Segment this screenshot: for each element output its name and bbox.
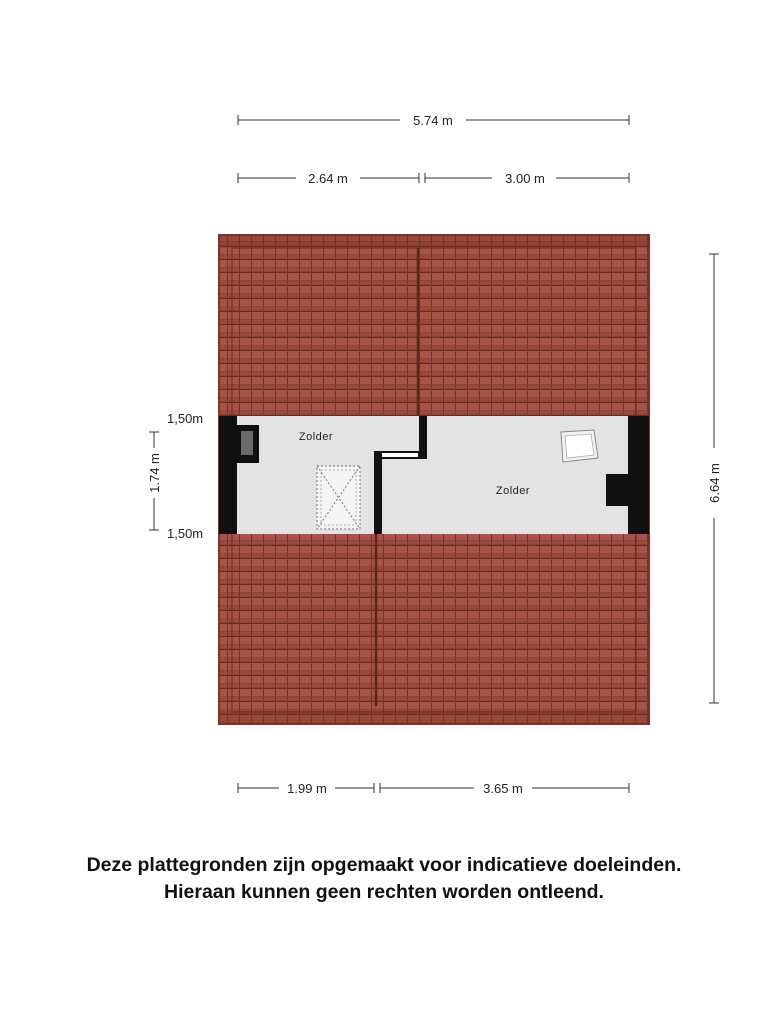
dimension-label: 5.74 m (413, 113, 453, 128)
height-mark-upper: 1,50m (167, 411, 204, 426)
wall-left (219, 416, 237, 534)
dimension-bottom-split (238, 781, 629, 796)
dimension-label: 1.99 m (287, 781, 327, 796)
disclaimer (0, 852, 768, 906)
wall-right (628, 416, 649, 534)
dimension-label: 3.65 m (483, 781, 523, 796)
dimension-left-height (147, 411, 203, 541)
roof-lower (219, 534, 649, 724)
disclaimer-line-1: Deze plattegronden zijn opgemaakt voor indicatieve doeleinden. (86, 854, 682, 876)
room-label-right: Zolder (495, 485, 531, 497)
height-mark-lower: 1,50m (167, 526, 204, 541)
dimension-top-split (238, 171, 629, 186)
disclaimer-line-2: Hieraan kunnen geen rechten worden ontleend. (164, 881, 604, 903)
chimney-right (606, 474, 629, 506)
door-opening[interactable] (382, 453, 418, 457)
dimension-label: 3.00 m (505, 171, 545, 186)
chair-icon (561, 430, 598, 462)
dimension-label: 6.64 m (707, 463, 722, 503)
dimension-label: 2.64 m (308, 171, 348, 186)
room-label-left: Zolder (298, 431, 334, 443)
roof-window (317, 466, 360, 529)
roof-upper (219, 235, 649, 416)
partition-wall (374, 452, 382, 534)
dimension-label: 1.74 m (147, 453, 162, 493)
dimension-total-width (238, 113, 629, 128)
dimension-right-height (707, 254, 722, 703)
